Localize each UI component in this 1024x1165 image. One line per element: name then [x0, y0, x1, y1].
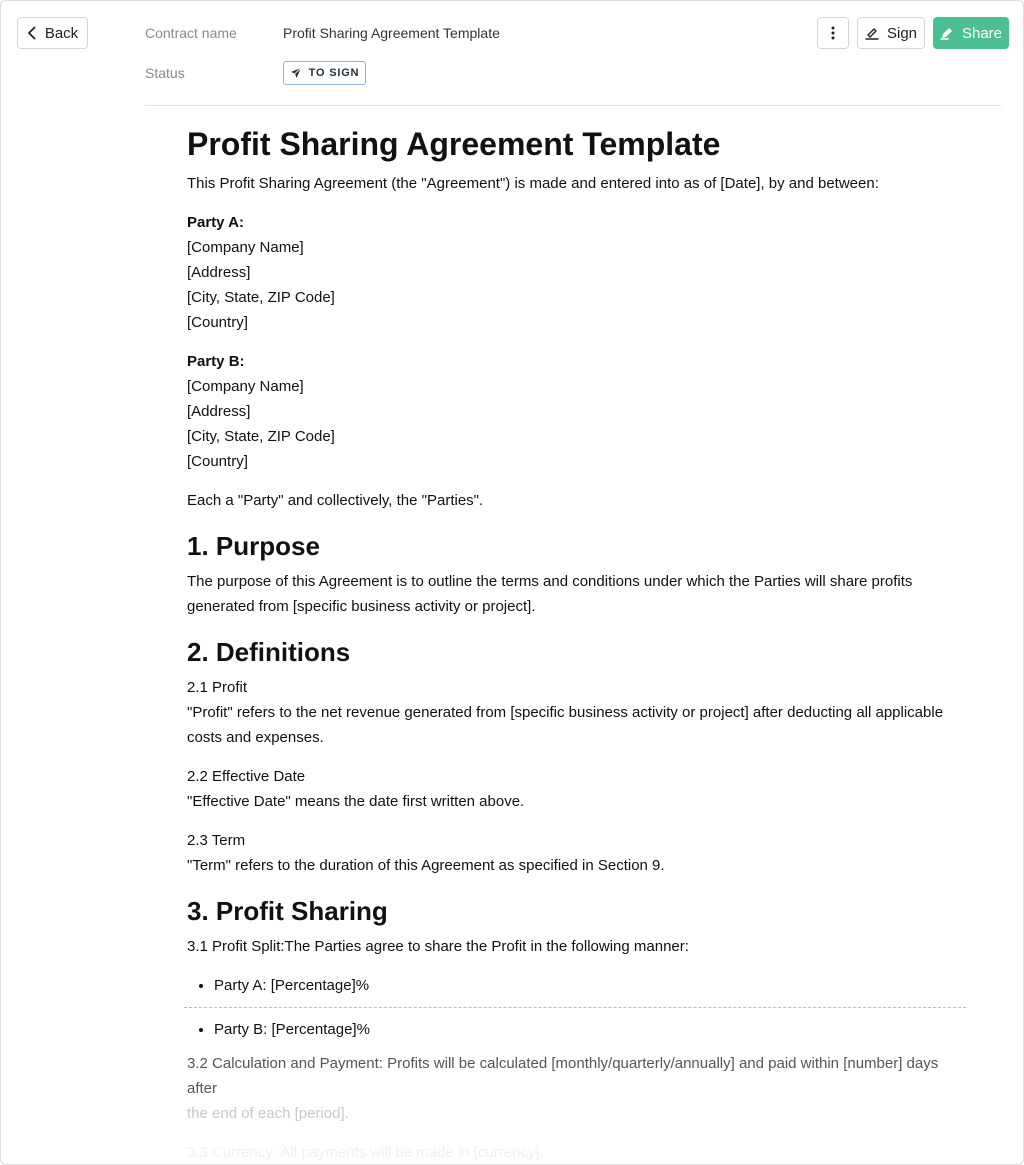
profit-split-list-continued [187, 1017, 967, 1042]
calculation-payment-text [187, 1051, 967, 1126]
party-a-company: [Company Name] [187, 239, 304, 256]
page-break-divider [184, 1007, 966, 1008]
definition-effective-date-text: "Effective Date" means the date first written above. [187, 793, 525, 810]
party-b-city: [City, State, ZIP Code] [187, 428, 335, 445]
calculation-line-2: the end of each [period]. [187, 1105, 349, 1122]
party-b-address: [Address] [187, 403, 251, 420]
more-options-button[interactable] [817, 17, 849, 49]
contract-name-label: Contract name [145, 25, 237, 41]
sign-button[interactable] [857, 17, 925, 49]
profit-split-list [187, 973, 967, 998]
back-button[interactable] [17, 17, 88, 49]
definition-effective-date [187, 764, 967, 814]
contract-name-value: Profit Sharing Agreement Template [283, 25, 500, 41]
parties-note: Each a "Party" and collectively, the "Parties". [187, 492, 484, 509]
currency-text: 3.3 Currency: All payments will be made in [currency]. [187, 1144, 544, 1161]
definition-profit-title: 2.1 Profit [187, 679, 248, 696]
party-b-heading: Party B: [187, 353, 245, 370]
list-item-party-a: • Party A: [Percentage]% [214, 973, 967, 998]
party-b-country: [Country] [187, 453, 248, 470]
party-a-city: [City, State, ZIP Code] [187, 289, 335, 306]
sign-label: Sign [886, 24, 918, 42]
section-1-text: The purpose of this Agreement is to outline the terms and conditions under which the Parties will share profits generated from [specific business activity or project]. [187, 573, 913, 615]
party-b-block [187, 349, 967, 474]
section-2-heading: 2. Definitions [187, 637, 351, 667]
party-b-company: [Company Name] [187, 378, 304, 395]
status-badge [283, 61, 366, 85]
more-vertical-icon [831, 26, 835, 40]
chevron-left-icon [27, 26, 37, 40]
document-title: Profit Sharing Agreement Template [187, 126, 721, 162]
section-1-heading: 1. Purpose [187, 531, 320, 561]
definition-profit [187, 675, 967, 750]
header-divider [145, 105, 1001, 106]
paper-plane-icon [290, 67, 302, 79]
share-button[interactable] [933, 17, 1009, 49]
intro-paragraph: This Profit Sharing Agreement (the "Agreement") is made and entered into as of [Date], by and between: [187, 175, 879, 192]
definition-effective-date-title: 2.2 Effective Date [187, 768, 306, 785]
definition-term-title: 2.3 Term [187, 832, 246, 849]
profit-split-text: 3.1 Profit Split:The Parties agree to share the Profit in the following manner: [187, 938, 689, 955]
share-pen-icon [940, 26, 954, 40]
share-label: Share [961, 24, 1003, 42]
definition-term-text: "Term" refers to the duration of this Agreement as specified in Section 9. [187, 857, 665, 874]
pen-sign-icon [865, 26, 879, 40]
list-item-party-b: • Party B: [Percentage]% [214, 1017, 967, 1042]
status-label: Status [145, 65, 185, 81]
calculation-line-1: 3.2 Calculation and Payment: Profits will be calculated [monthly/quarterly/annually] and paid within [number] days after [187, 1055, 939, 1097]
section-3-heading: 3. Profit Sharing [187, 896, 388, 926]
document-body [187, 121, 967, 1165]
party-a-block [187, 210, 967, 335]
back-label: Back [44, 24, 79, 42]
party-a-heading: Party A: [187, 214, 244, 231]
status-badge-label: TO SIGN [308, 67, 360, 79]
definition-profit-text: "Profit" refers to the net revenue generated from [specific business activity or project] after deducting all applicable costs and expenses. [187, 704, 944, 746]
definition-term [187, 828, 967, 878]
party-a-country: [Country] [187, 314, 248, 331]
party-a-address: [Address] [187, 264, 251, 281]
